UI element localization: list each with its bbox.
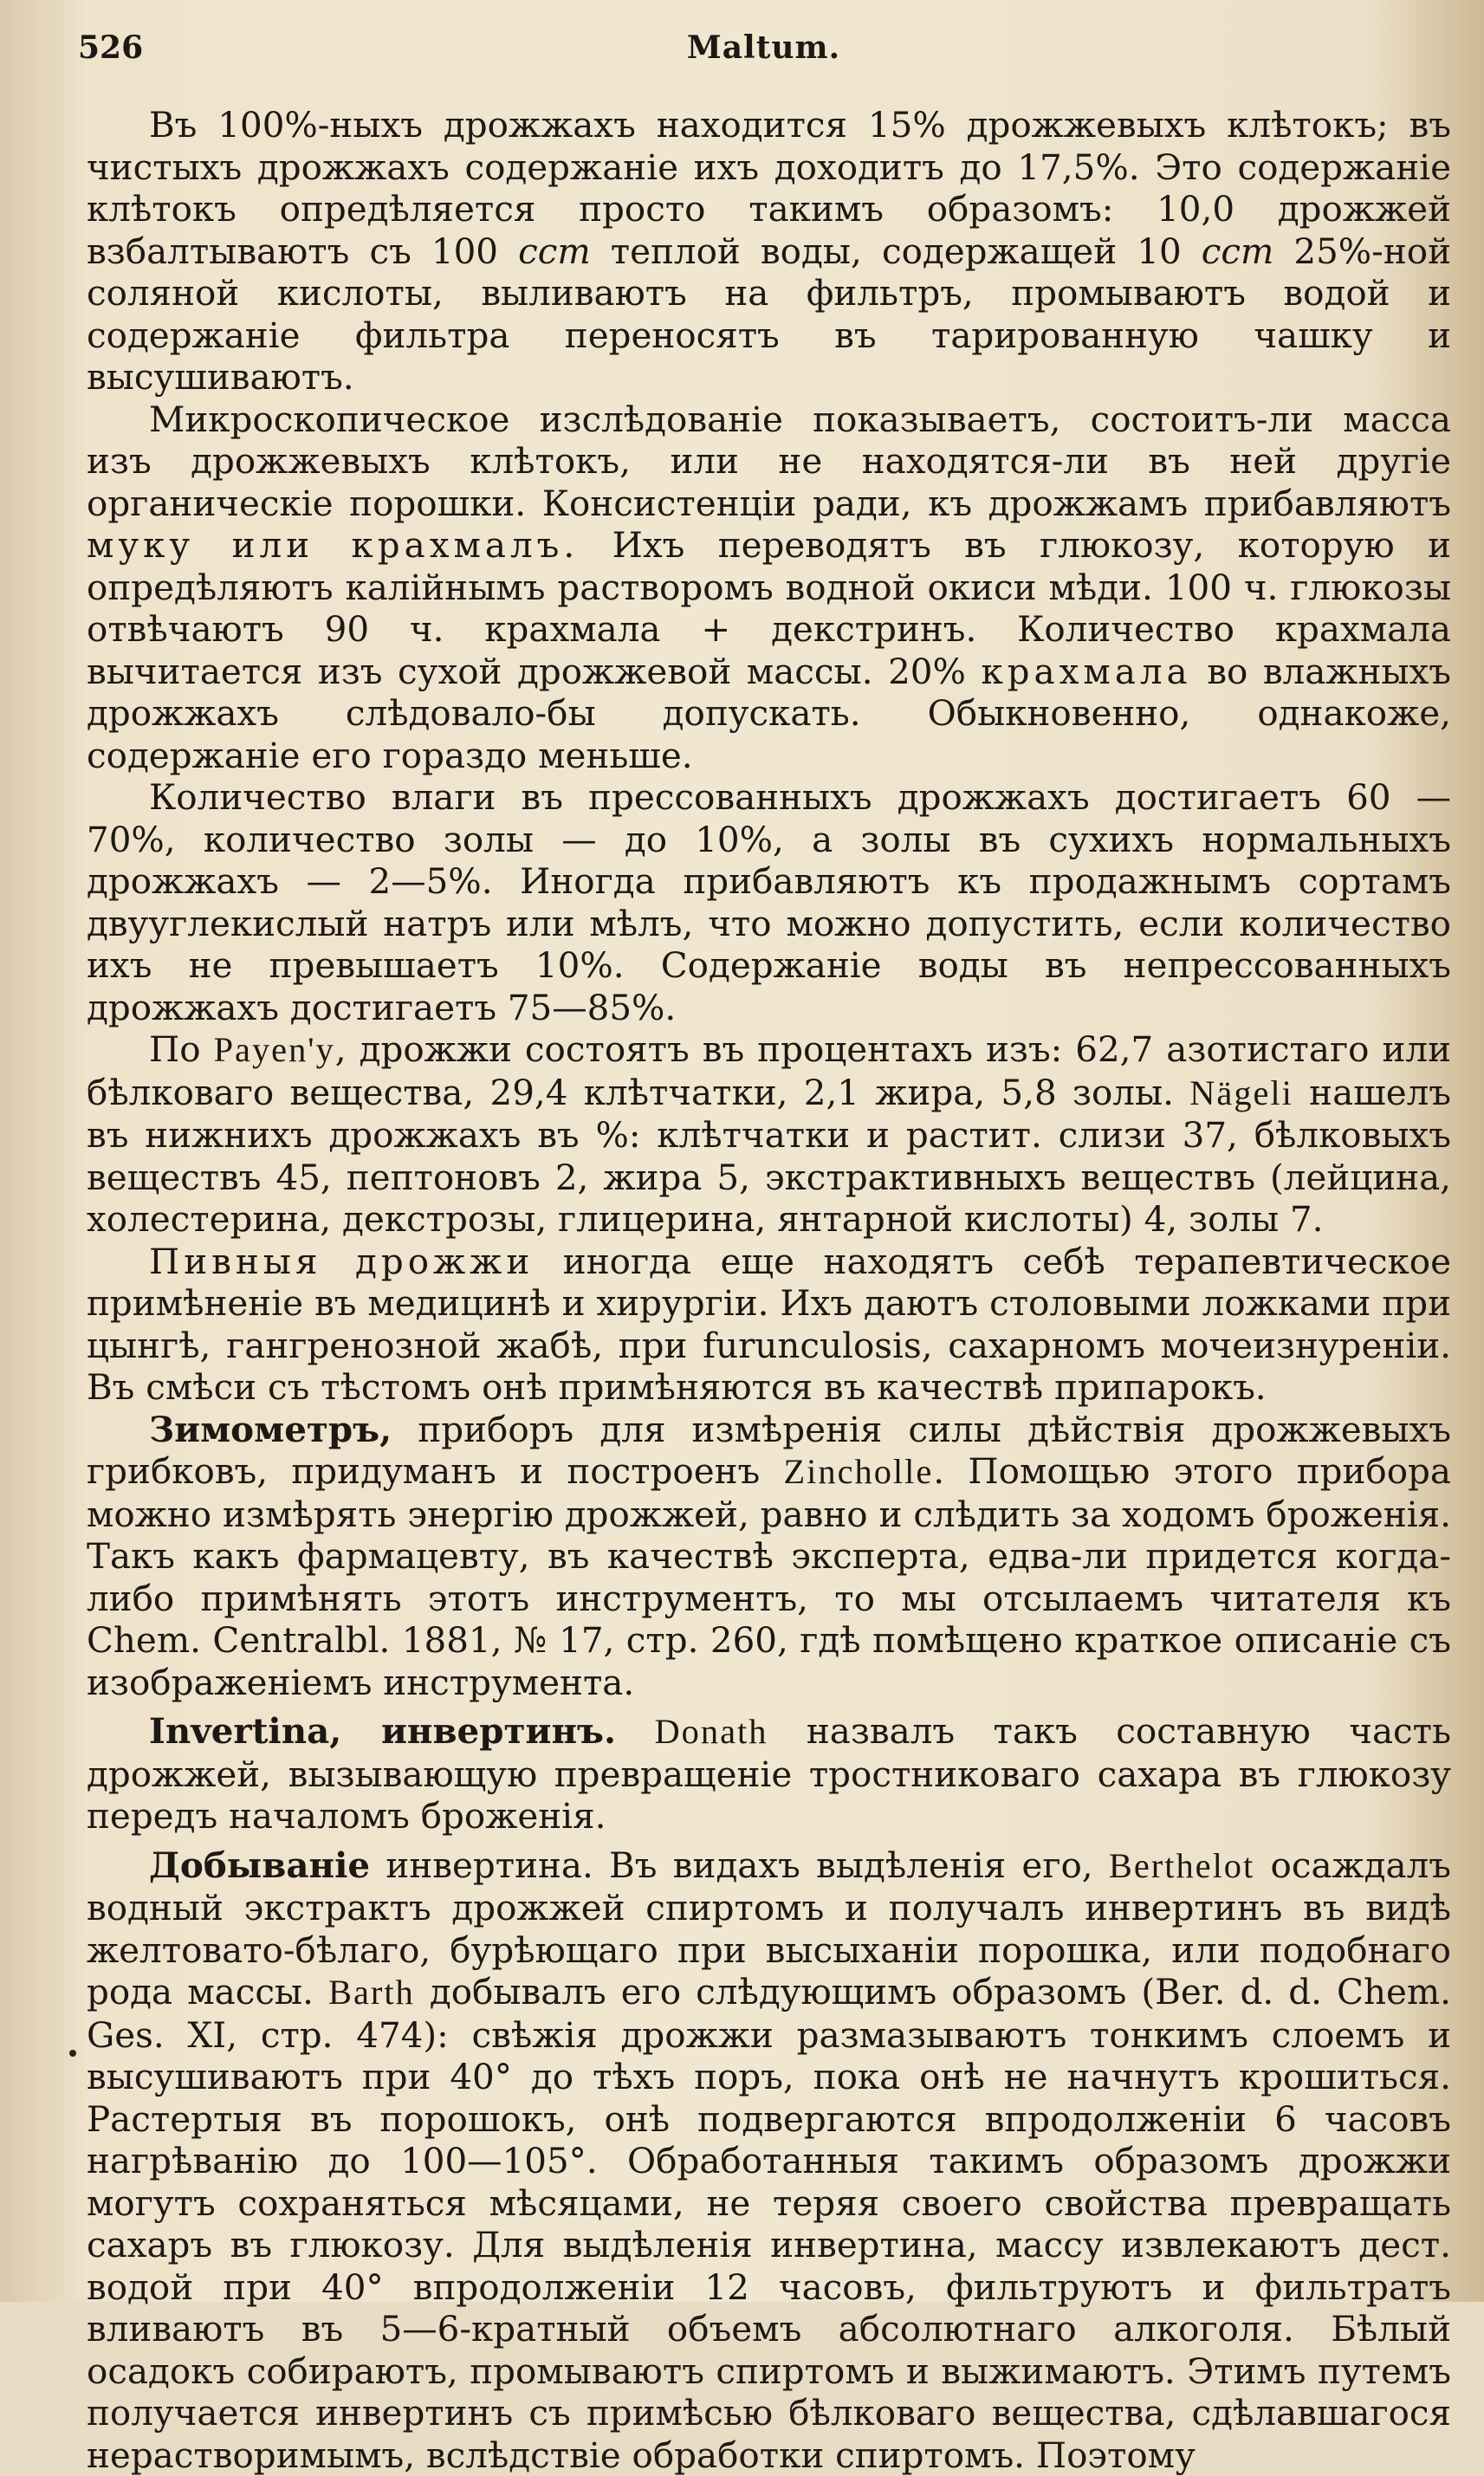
text-run: По (149, 1028, 214, 1070)
emphasis-flour-starch: муку или крахмалъ. (87, 524, 579, 566)
text-run: Микроскопическое изслѣдованіе показываетъ, состоитъ-ли масса изъ дрожжевыхъ клѣтокъ, или не находятся-ли въ ней другіе органическіе порошки. Консистенціи ради, къ дрожжамъ прибавляютъ (87, 399, 1451, 524)
term-invertina: Invertina, инвертинъ. (149, 1710, 616, 1752)
text-run: теплой воды, содержащей 10 (591, 230, 1202, 272)
text-run: Количество влаги въ прессованныхъ дрожжахъ достигаетъ 60 — 70%, количество золы — до 10%, а золы въ сухихъ нормальныхъ дрожжахъ — 2—5%. Иногда прибавляютъ къ продажнымъ сортамъ двууглекислый натръ или мѣлъ, что можно допустить, если количество ихъ не превышаетъ 10%. Содержаніе воды въ непрессованныхъ дрожжахъ достигаетъ 75—85%. (87, 776, 1451, 1028)
body-text (87, 104, 1451, 2476)
paragraph-zymometer (87, 1409, 1451, 1704)
emphasis-starch: крахмала (981, 651, 1191, 692)
text-run: . Помощью этого прибора можно измѣрять энергію дрожжей, равно и слѣдить за ходомъ броженія. Такъ какъ фармацевту, въ качествѣ эксперта, едва-ли придется когда-либо примѣнять этотъ инструментъ, то мы отсылаемъ читателя къ Chem. Centralbl. 1881, № 17, стр. 260, гдѣ помѣщено краткое описаніе съ изображеніемъ инструмента. (87, 1450, 1451, 1703)
paragraph-yeast-cells (87, 104, 1451, 399)
paragraph-moisture-ash (87, 776, 1451, 1028)
author-name-nageli: Nägeli (1189, 1073, 1293, 1112)
paragraph-preparation (87, 1844, 1451, 2476)
text-run: нашелъ въ нижнихъ дрожжахъ въ %: клѣтчатки и растит. слизи 37, бѣлковыхъ веществъ 45, пептоновъ 2, жира 5, экстрактивныхъ веществъ (лейцина, холестерина, декстрозы, глицерина, янтарной кислоты) 4, золы 7. (87, 1072, 1451, 1241)
author-name-barth: Barth (328, 1973, 415, 2012)
text-run: Въ 100%-ныхъ дрожжахъ находится 15% дрожжевыхъ клѣтокъ; въ чистыхъ дрожжахъ содержаніе ихъ доходитъ до 17,5%. Это содержаніе клѣтокъ опредѣляется просто такимъ образомъ: 10,0 дрожжей взбалтываютъ съ 100 (87, 104, 1451, 272)
text-run: приборъ для измѣренія силы дѣйствія дрожжевыхъ грибковъ, придуманъ и построенъ (87, 1409, 1451, 1493)
text-run (616, 1710, 654, 1752)
author-name-donath: Donath (655, 1712, 768, 1751)
paragraph-composition (87, 1028, 1451, 1241)
unit-ccm: ccm (518, 230, 591, 272)
page-header (78, 29, 1449, 81)
page-number: 526 (78, 29, 143, 66)
running-head: Maltum. (78, 29, 1449, 66)
text-run: Ихъ переводятъ въ глюкозу, которую и опредѣляютъ калійнымъ растворомъ водной окиси мѣди. 100 ч. глюкозы отвѣчаютъ 90 ч. крахмала + декстринъ. Количество крахмала вычитается изъ сухой дрожжевой массы. 20% (87, 524, 1451, 692)
text-run: , дрожжи состоятъ въ процентахъ изъ: 62,7 азотистаго или бѣлковаго вещества, 29,4 клѣтчатки, 2,1 жира, 5,8 золы. (87, 1028, 1451, 1113)
author-name-zincholle: Zincholle (784, 1452, 934, 1491)
text-run: осаждалъ водный экстрактъ дрожжей спиртомъ и получалъ инвертинъ въ видѣ желтовато-бѣлаго, бурѣющаго при высыханіи порошка, или подобнаго рода массы. (87, 1844, 1451, 2013)
unit-ccm: ccm (1202, 230, 1274, 272)
paragraph-brewers-yeast (87, 1241, 1451, 1409)
paragraph-invertina (87, 1710, 1451, 1838)
paragraph-microscopy (87, 399, 1451, 777)
text-run: добывалъ его слѣдующимъ образомъ (Ber. d. d. Chem. Ges. XI, стр. 474): свѣжія дрожжи размазываютъ тонкимъ слоемъ и высушиваютъ при 40° до тѣхъ поръ, пока онѣ не начнутъ крошиться. Растертыя въ порошокъ, онѣ подвергаются впродолженіи 6 часовъ нагрѣванію до 100—105°. Обработанныя такимъ образомъ дрожжи могутъ сохраняться мѣсяцами, не теряя своего свойства превращать сахаръ въ глюкозу. Для выдѣленія инвертина, массу извлекаютъ дест. водой при 40° впродолженіи 12 часовъ, фильтруютъ и фильтратъ вливаютъ въ 5—6-кратный объемъ абсолютнаго алкоголя. Бѣлый осадокъ собираютъ, промываютъ спиртомъ и выжимаютъ. Этимъ путемъ получается инвертинъ съ примѣсью бѣлковаго вещества, сдѣлавшагося нерастворимымъ, вслѣдствіе обработки спиртомъ. Поэтому (87, 1971, 1451, 2476)
text-run: 25%-ной соляной кислоты, выливаютъ на фильтръ, промываютъ водой и содержаніе фильтра переносятъ въ тарированную чашку и высушиваютъ. (87, 230, 1451, 399)
text-run: инвертина. Въ видахъ выдѣленія его, (370, 1844, 1109, 1886)
author-name-payen: Payen'у (214, 1030, 335, 1069)
text-run: иногда еще находятъ себѣ терапевтическое примѣненіе въ медицинѣ и хирургіи. Ихъ даютъ столовыми ложками при цынгѣ, гангренозной жабѣ, при furunculosis, сахарномъ мочеизнуреніи. Въ смѣси съ тѣстомъ онѣ примѣняются въ качествѣ припарокъ. (87, 1241, 1451, 1409)
margin-mark (69, 2050, 76, 2057)
term-preparation: Добываніе (149, 1844, 370, 1886)
text-run: назвалъ такъ составную часть дрожжей, вызывающую превращеніе тростниковаго сахара въ глюкозу передъ началомъ броженія. (87, 1710, 1451, 1837)
term-zymometer: Зимометръ, (149, 1409, 392, 1450)
text-run: во влажныхъ дрожжахъ слѣдовало-бы допускать. Обыкновенно, однакоже, содержаніе его гораздо меньше. (87, 651, 1451, 776)
author-name-berthelot: Berthelot (1109, 1846, 1254, 1885)
emphasis-brewers-yeast: Пивныя дрожжи (149, 1241, 534, 1282)
